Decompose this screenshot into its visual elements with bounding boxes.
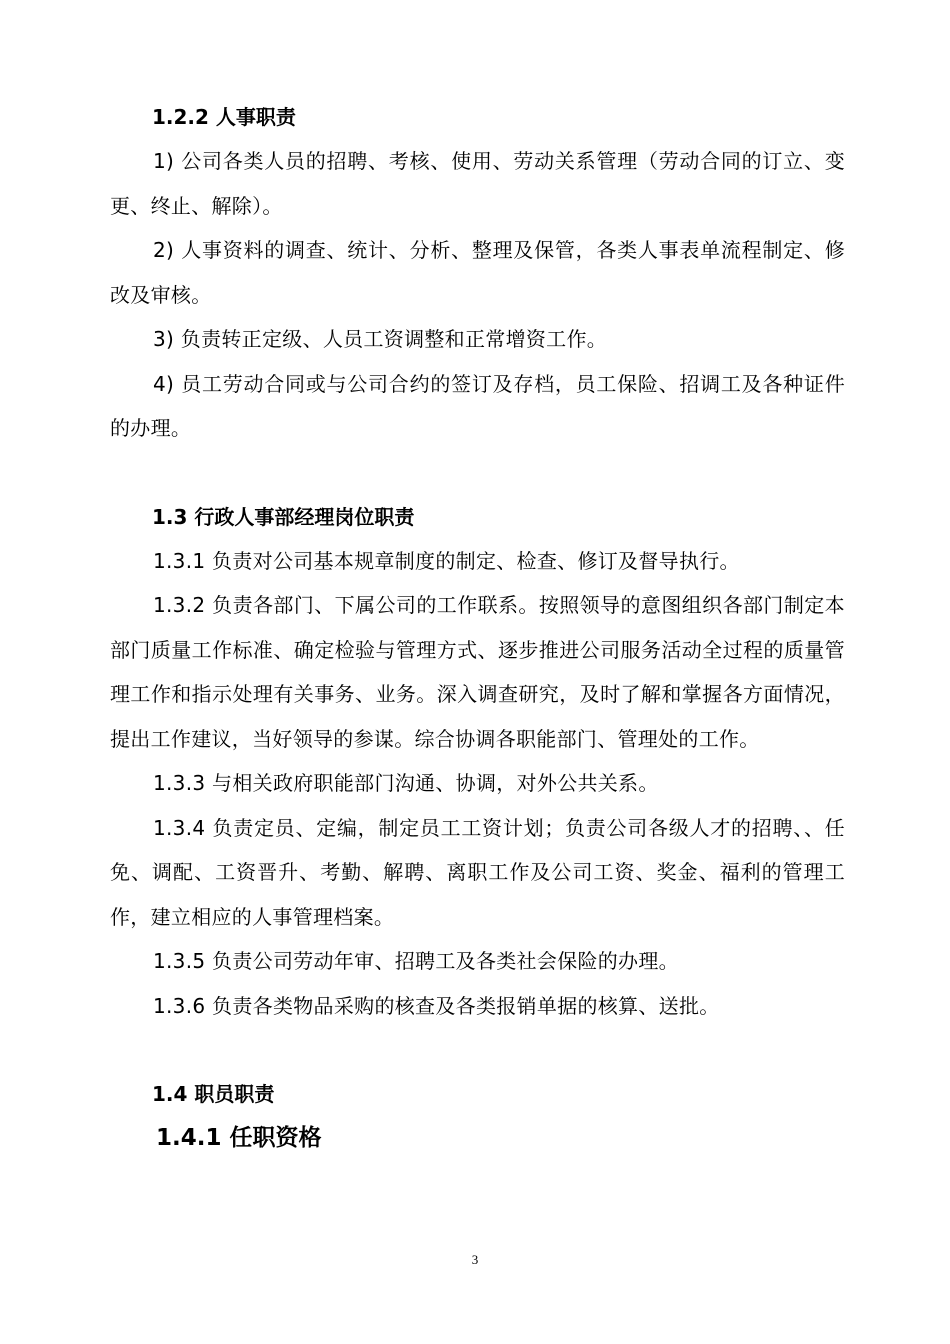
- paragraph: 1) 公司各类人员的招聘、考核、使用、劳动关系管理（劳动合同的订立、变更、终止、解除）。: [110, 149, 845, 218]
- page-number: 3: [471, 1252, 479, 1267]
- paragraph: 4) 员工劳动合同或与公司合约的签订及存档，员工保险、招调工及各种证件的办理。: [110, 371, 845, 440]
- document-body: [110, 95, 845, 1160]
- paragraph: 1.3.1 负责对公司基本规章制度的制定、检查、修订及督导执行。: [153, 548, 740, 573]
- section-heading-1-3: 1.3 行政人事部经理岗位职责: [152, 504, 415, 529]
- paragraph: 1.3.6 负责各类物品采购的核查及各类报销单据的核算、送批。: [153, 993, 720, 1018]
- paragraph: 1.3.4 负责定员、定编，制定员工工资计划；负责公司各级人才的招聘、、任免、调配、工资晋升、考勤、解聘、离职工作及公司工资、奖金、福利的管理工作，建立相应的人事管理档案。: [110, 815, 845, 929]
- section-spacer: [110, 1028, 845, 1072]
- paragraph: 3) 负责转正定级、人员工资调整和正常增资工作。: [153, 327, 608, 351]
- section-spacer: [110, 451, 845, 495]
- sub-heading-1-4-1: 1.4.1 任职资格: [156, 1125, 322, 1151]
- paragraph: 1.3.2 负责各部门、下属公司的工作联系。按照领导的意图组织各部门制定本部门质量工作标准、确定检验与管理方式、逐步推进公司服务活动全过程的质量管理工作和指示处理有关事务、业务。深入调查研究，及时了解和掌握各方面情况，提出工作建议，当好领导的参谋。综合协调各职能部门、管理处的工作。: [110, 593, 845, 751]
- paragraph: 1.3.3 与相关政府职能部门沟通、协调，对外公共关系。: [153, 771, 659, 795]
- paragraph: 2) 人事资料的调查、统计、分析、整理及保管，各类人事表单流程制定、修改及审核。: [110, 238, 845, 307]
- section-heading-1-2-2: 1.2.2 人事职责: [152, 105, 296, 129]
- section-heading-1-4: 1.4 职员职责: [152, 1082, 275, 1106]
- paragraph: 1.3.5 负责公司劳动年审、招聘工及各类社会保险的办理。: [153, 949, 679, 973]
